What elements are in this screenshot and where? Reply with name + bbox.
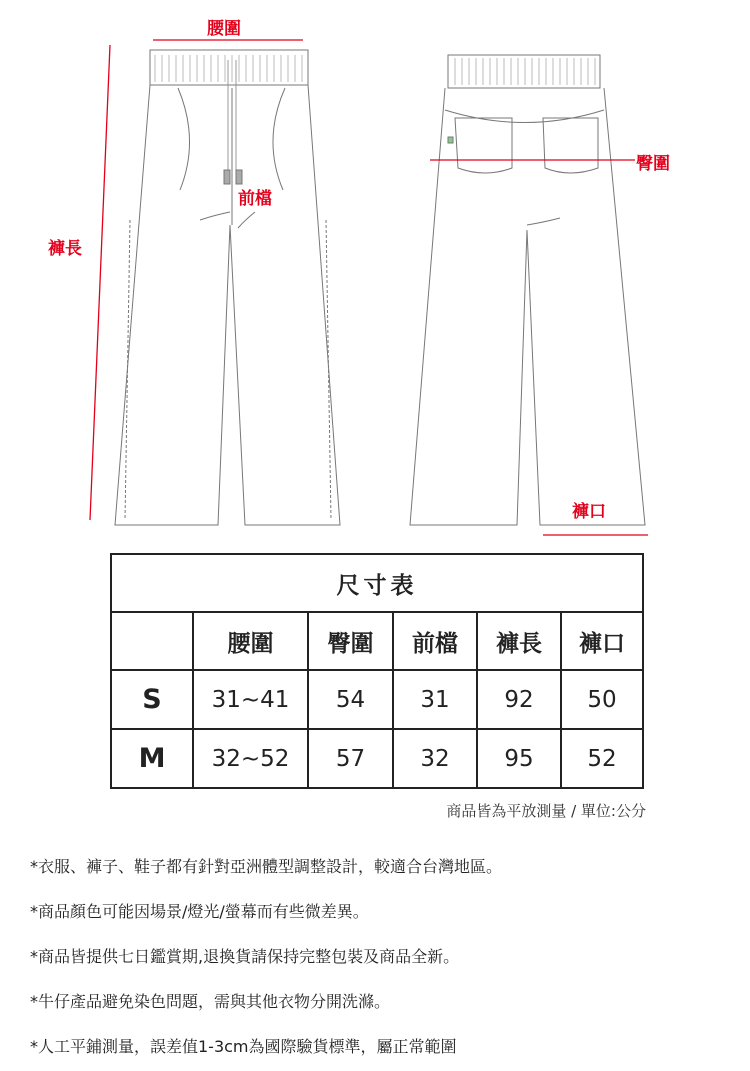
header-cell	[111, 612, 193, 670]
note-item: *衣服、褲子、鞋子都有針對亞洲體型調整設計，較適合台灣地區。	[30, 857, 503, 876]
front-rise-label: 前檔	[238, 189, 272, 209]
length-label: 褲長	[48, 239, 82, 259]
value-cell: 95	[477, 729, 561, 788]
measurement-lines	[90, 40, 648, 535]
table-row	[111, 729, 643, 788]
value-cell: 57	[308, 729, 393, 788]
hem-label: 褲口	[572, 502, 606, 522]
length-line	[90, 45, 110, 520]
value-cell: 54	[308, 670, 393, 729]
unit-note: 商品皆為平放測量 / 單位:公分	[446, 802, 646, 820]
table-title: 尺寸表	[111, 554, 643, 612]
value-cell: 32~52	[193, 729, 308, 788]
note-item: *牛仔產品避免染色問題，需與其他衣物分開洗滌。	[30, 992, 391, 1011]
header-cell: 前檔	[393, 612, 477, 670]
value-cell: 32	[393, 729, 477, 788]
size-cell: S	[111, 670, 193, 729]
header-cell: 褲口	[561, 612, 643, 670]
size-cell: M	[111, 729, 193, 788]
header-cell: 腰圍	[193, 612, 308, 670]
header-row	[111, 612, 643, 670]
notes-list	[30, 852, 502, 1071]
header-cell: 褲長	[477, 612, 561, 670]
value-cell: 92	[477, 670, 561, 729]
value-cell: 31	[393, 670, 477, 729]
note-item: *商品顏色可能因場景/燈光/螢幕而有些微差異。	[30, 902, 369, 921]
back-pants-drawing	[410, 55, 645, 525]
value-cell: 52	[561, 729, 643, 788]
waist-label: 腰圍	[207, 19, 241, 39]
note-item: *商品皆提供七日鑑賞期,退換貨請保持完整包裝及商品全新。	[30, 947, 460, 966]
note-item: *人工平鋪測量，誤差值1-3cm為國際驗貨標準，屬正常範圍	[30, 1037, 457, 1056]
value-cell: 31~41	[193, 670, 308, 729]
size-table	[110, 553, 644, 789]
hip-label: 臀圍	[636, 154, 670, 174]
front-pants-drawing	[115, 50, 340, 525]
table-row	[111, 670, 643, 729]
value-cell: 50	[561, 670, 643, 729]
header-cell: 臀圍	[308, 612, 393, 670]
